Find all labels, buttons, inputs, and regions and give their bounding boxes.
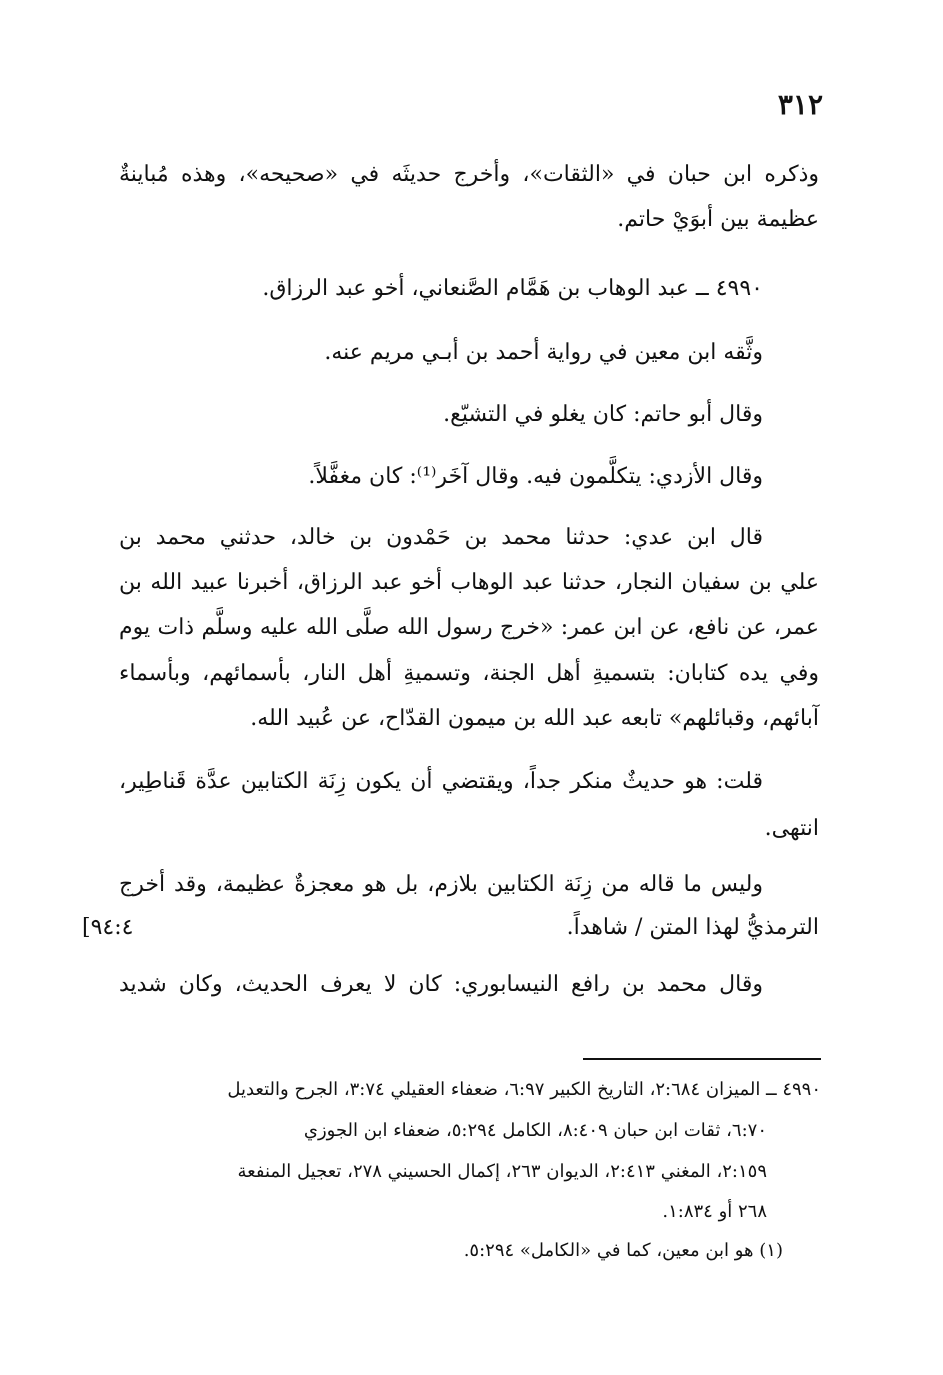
body-line-9: عمر، عن نافع، عن ابن عمر: «خرج رسول الله صلَّى الله عليه وسلَّم ذات يوم: [119, 615, 819, 640]
body-line-12: قلت: هو حديثٌ منكر جداً، ويقتضي أن يكون زِنَة الكتابين عدَّة قَناطِير،: [119, 769, 763, 794]
body-line-11: آبائهم، وقبائلهم» تابعه عبد الله بن ميمون القدّاح، عن عُبيد الله.: [250, 706, 819, 731]
body-line-4: وثَّقه ابن معين في رواية أحمد بن أبـي مريم عنه.: [324, 340, 763, 365]
footnote-entry-line-1: ٤٩٩٠ ــ الميزان ٢:٦٨٤، التاريخ الكبير ٦:٩٧، ضعفاء العقيلي ٣:٧٤، الجرح والتعديل: [227, 1079, 821, 1100]
body-line-1: وذكره ابن حبان في «الثقات»، وأخرج حديثَه في «صحيحه»، وهذه مُباينةٌ: [119, 162, 819, 187]
footnote-entry-line-3: ٢:١٥٩، المغني ٢:٤١٣، الديوان ٢٦٣، إكمال الحسيني ٢٧٨، تعجيل المنفعة: [237, 1161, 767, 1182]
body-line-2: عظيمة بين أبوَيْ حاتم.: [617, 207, 819, 232]
margin-reference: [٩٤:٤: [82, 915, 134, 940]
footnote-entry-line-2: ٦:٧٠، ثقات ابن حبان ٨:٤٠٩، الكامل ٥:٢٩٤، ضعفاء ابن الجوزي: [303, 1120, 767, 1141]
body-line-7: قال ابن عدي: حدثنا محمد بن حَمْدون بن خالد، حدثني محمد بن: [119, 525, 763, 550]
body-line-15: الترمذيُّ لهذا المتن / شاهداً.: [566, 915, 819, 940]
footnote-entry-line-4: ٢٦٨ أو ١:٨٣٤.: [662, 1201, 767, 1222]
body-line-8: علي بن سفيان النجار، حدثنا عبد الوهاب أخو عبد الرزاق، أخبرنا عبيد الله بن: [119, 570, 819, 595]
body-line-13: انتهى.: [764, 816, 819, 841]
body-line-14: وليس ما قاله من زِنَة الكتابين بلازم، بل هو معجزةٌ عظيمة، وقد أخرج: [119, 872, 763, 897]
body-line-16: وقال محمد بن رافع النيسابوري: كان لا يعرف الحديث، وكان شديد: [119, 972, 763, 997]
footnote-1: (١) هو ابن معين، كما في «الكامل» ٥:٢٩٤.: [463, 1240, 783, 1261]
page-number: ٣١٢: [777, 88, 823, 121]
entry-heading-4990: ٤٩٩٠ ــ عبد الوهاب بن هَمَّام الصَّنعاني، أخو عبد الرزاق.: [262, 276, 763, 301]
body-line-10: وفي يده كتابان: بتسميةِ أهل الجنة، وتسميةِ أهل النار، بأسمائهم، وبأسماء: [119, 661, 819, 686]
footnote-separator: [583, 1058, 821, 1060]
body-line-6: وقال الأزدي: يتكلَّمون فيه. وقال آخَر⁽¹⁾: كان مغفَّلاً.: [308, 464, 763, 489]
body-line-5: وقال أبو حاتم: كان يغلو في التشيّع.: [443, 402, 763, 427]
